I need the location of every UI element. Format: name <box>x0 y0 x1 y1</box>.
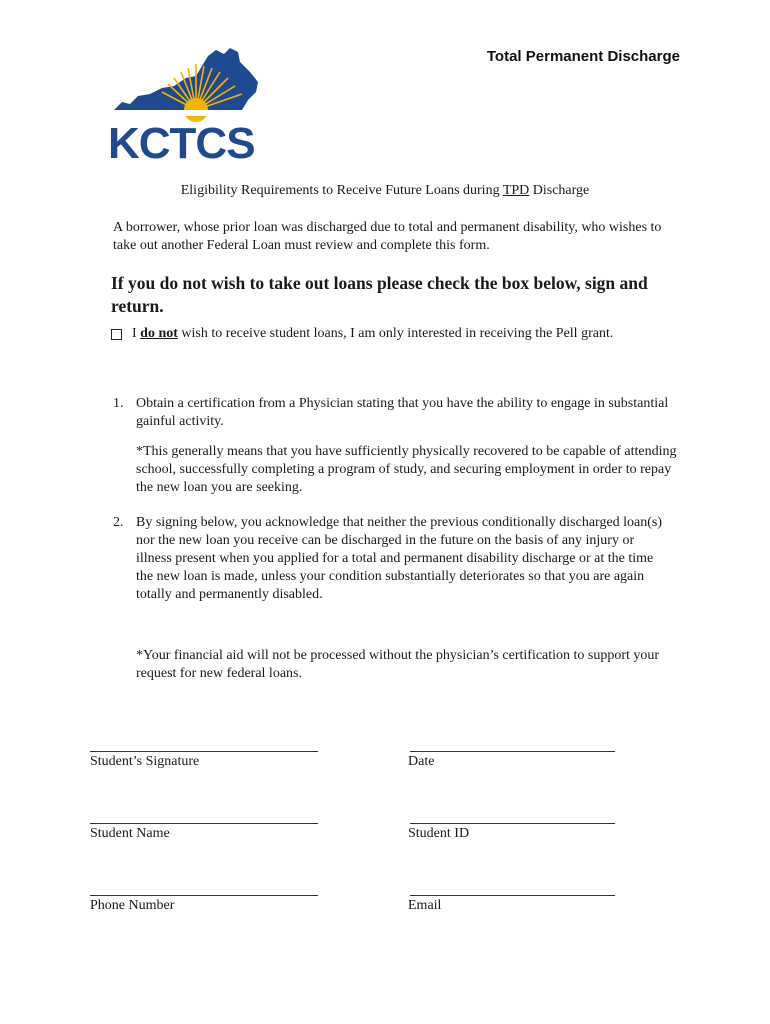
student-name-label: Student Name <box>90 826 170 841</box>
form-title: Total Permanent Discharge <box>486 48 680 65</box>
kctcs-logo <box>108 44 268 164</box>
student-id-line[interactable] <box>410 823 615 824</box>
student-signature-label: Student’s Signature <box>90 754 200 769</box>
student-name-line[interactable] <box>90 823 318 824</box>
kctcs-logo-graphic <box>108 44 268 164</box>
date-label: Date <box>408 754 435 769</box>
phone-number-label: Phone Number <box>90 898 175 913</box>
intro-paragraph: A borrower, whose prior loan was discharged due to total and permanent disability, who wishes to take out another Federal Loan must review and complete this form. <box>113 220 662 253</box>
logo-text: KCTCS <box>108 119 255 164</box>
list-item: 2. By signing below, you acknowledge that neither the previous conditionally discharged loan(s) nor the new loan you receive can be discharged in the future on the basis of any injury or illness present when you applied for a total and permanent disability discharge or at the time the new loan is made, unless your condition substantially deteriorates so that you are again totally and permanently disabled. <box>113 515 663 602</box>
opt-out-label: I do not wish to receive student loans, I am only interested in receiving the Pell grant. <box>132 326 614 341</box>
opt-out-checkbox[interactable] <box>111 329 122 340</box>
student-id-label: Student ID <box>408 826 470 841</box>
date-line[interactable] <box>410 751 615 752</box>
financial-aid-note: *Your financial aid will not be processed without the physician’s certification to support your request for new federal loans. <box>136 648 660 681</box>
phone-number-line[interactable] <box>90 895 318 896</box>
email-label: Email <box>408 898 442 913</box>
student-signature-line[interactable] <box>90 751 318 752</box>
opt-out-row <box>111 326 613 342</box>
email-line[interactable] <box>410 895 615 896</box>
eligibility-heading: Eligibility Requirements to Receive Future Loans during TPD Discharge <box>180 183 590 198</box>
list-item: 1. Obtain a certification from a Physician stating that you have the ability to engage in substantial gainful activity. <box>113 396 669 429</box>
instruction-heading: If you do not wish to take out loans please check the box below, sign and return. <box>111 273 648 316</box>
physician-note: *This generally means that you have sufficiently physically recovered to be capable of attending school, successfully completing a program of study, and securing employment in order to repay the new loan you are seeking. <box>136 444 677 495</box>
